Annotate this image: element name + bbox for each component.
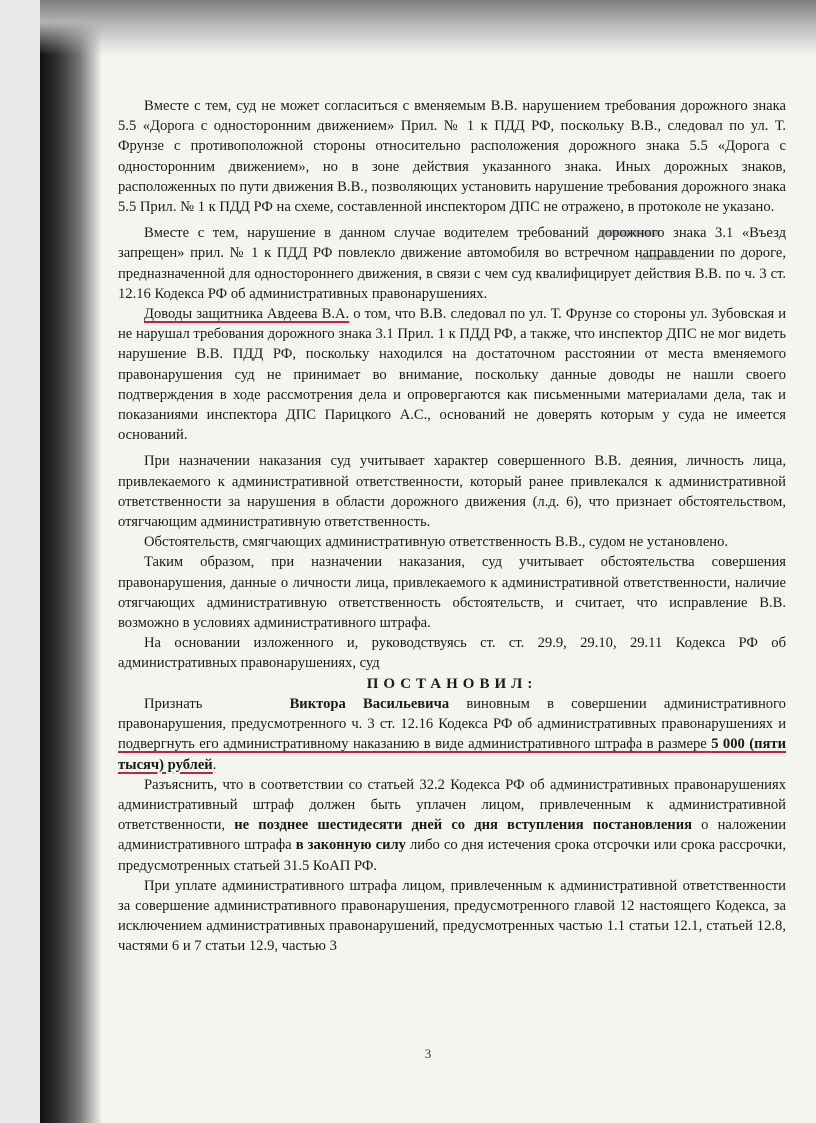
scan-shadow-top	[40, 0, 816, 55]
paragraph: На основании изложенного и, руководствуясь ст. ст. 29.9, 29.10, 29.11 Кодекса РФ об административных правонарушениях, суд	[118, 635, 786, 672]
fine-amount: 5 000 (пяти тысяч) рублей	[118, 736, 786, 773]
defense-arguments-underlined: Доводы защитника Авдеева В.А.	[144, 306, 350, 323]
penalty-underlined: подвергнуть его административному наказанию в виде административного штрафа в размере 5 000 (пяти тысяч) рублей	[118, 736, 786, 773]
page-number: 3	[424, 1046, 432, 1061]
defendant-name: Виктора Васильевича	[289, 695, 450, 712]
paragraph: Вместе с тем, нарушение в данном случае водителем требований дорожного знака 3.1 «Въезд запрещен» прил. № 1 к ПДД РФ повлекло движение автомобиля во встречном направлении по дороге, предназначенной для одностороннего движения, в связи с чем суд квалифицирует действия В.В. по ч. 3 ст. 12.16 Кодекса РФ об административных правонарушениях.	[118, 225, 786, 302]
paragraph: При назначении наказания суд учитывает характер совершенного В.В. деяния, личность лица, привлекаемого к административной ответственности, который ранее привлекался к административной ответственности за нарушения в области дорожного движения (л.д. 6), что признает обстоятельством, отягчающим административную ответственность.	[118, 453, 786, 531]
resolution-heading: ПОСТАНОВИЛ:	[366, 675, 538, 692]
paragraph: Вместе с тем, суд не может согласиться с вменяемым В.В. нарушением требования дорожного знака 5.5 «Дорога с односторонним движением» Прил. № 1 к ПДД РФ, поскольку В.В., следовал по ул. Т. Фрунзе с противоположной стороны относительно расположения дорожного знака 5.5 «Дорога с односторонним движением», но в зоне действия указанного знака. Иных дорожных знаков, расположенных по пути движения В.В., позволяющих установить нарушение требования дорожного знака 5.5 Прил. № 1 к ПДД РФ на схеме, составленной инспектором ДПС не отражено, в протоколе не указано.	[118, 98, 786, 216]
paragraph: Таким образом, при назначении наказания, суд учитывает обстоятельства совершения правонарушения, данные о личности лица, привлекаемого к административной ответственности, наличие отягчающих административную ответственность обстоятельств, и считает, что исправление В.В. возможно в условиях административного штрафа.	[118, 554, 786, 632]
scan-shadow-left	[40, 0, 102, 1123]
paragraph-defense-arguments: Доводы защитника Авдеева В.А. о том, что В.В. следовал по ул. Т. Фрунзе со стороны ул. Зубовская и не нарушал требования дорожного знака 3.1 Прил. 1 к ПДД РФ, а также, что инспектор ДПС не мог видеть нарушение В.В. ПДД РФ, поскольку находился на достаточном расстоянии от места вменяемого правонарушения суд не принимает во внимание, поскольку данные доводы не нашли своего подтверждения в ходе рассмотрения дела и опровергаются как письменными материалами дела, так и показаниями инспектора ДПС Парицкого А.С., оснований не доверять которым у суда не имеется оснований.	[118, 306, 786, 444]
resolution-paragraph-2: Разъяснить, что в соответствии со статьей 32.2 Кодекса РФ об административных правонарушениях административный штраф должен быть уплачен лицом, привлеченным к административной ответственности, не позднее шестидесяти дней со дня вступления постановления о наложении административного штрафа в законную силу либо со дня истечения срока отсрочки или срока рассрочки, предусмотренных статьей 31.5 КоАП РФ.	[118, 776, 786, 874]
resolution-paragraph-1: Признать Виктора Васильевича виновным в совершении административного правонарушения, предусмотренного ч. 3 ст. 12.16 Кодекса РФ об административных правонарушениях и подвергнуть его административному наказанию в виде административного штрафа в размере 5 000 (пяти тысяч) рублей.	[118, 695, 786, 773]
document-page	[40, 0, 816, 1123]
resolution-paragraph-3: При уплате административного штрафа лицом, привлеченным к административной ответственности за совершение административного правонарушения, предусмотренного главой 12 настоящего Кодекса, за исключением административных правонарушений, предусмотренных частью 1.1 статьи 12.1, статьей 12.8, частями 6 и 7 статьи 12.9, частью 3	[118, 877, 786, 955]
document-body	[118, 96, 786, 957]
paragraph: Обстоятельств, смягчающих административную ответственность В.В., судом не установлено.	[144, 534, 729, 551]
